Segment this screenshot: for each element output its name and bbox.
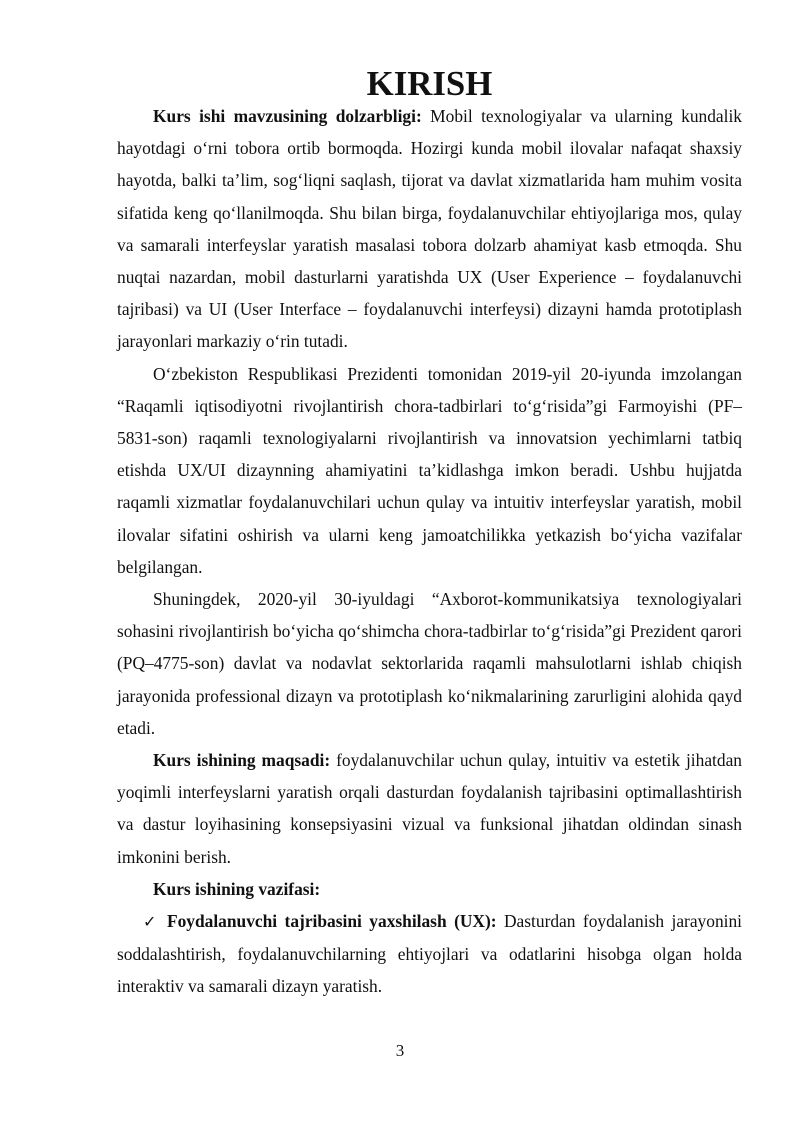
goal-text: foydalanuvchilar uchun qulay, intuitiv va estetik jihatdan yoqimli interfeyslarni yaratish orqali dasturdan foydalanish tajribasini optimallashtirish va dastur loyihasining konsepsiyasini vizual va funksional jihatdan oldindan sinash imkonini berish. xyxy=(117,750,742,867)
paragraph-decree xyxy=(117,358,742,583)
page-number: 3 xyxy=(395,1041,405,1060)
decree-text: O‘zbekiston Respublikasi Prezidenti tomonidan 2019-yil 20-iyunda imzolangan “Raqamli iqtisodiyotni rivojlantirish chora-tadbirlari to‘g‘risida”gi Farmoyishi (PF–5831-son) raqamli texnologiyalarni rivojlantirish va innovatsion yechimlarni tatbiq etishda UX/UI dizaynning ahamiyatini ta’kidlashga imkon beradi. Ushbu hujjatda raqamli xizmatlar foydalanuvchilari uchun qulay va intuitiv interfeyslar yaratish, mobil ilovalar sifatini oshirish va ularni keng jamoatchilikka yetkazish bo‘yicha vazifalar belgilangan. xyxy=(117,363,742,577)
paragraph-resolution xyxy=(117,583,742,744)
task-lead: Foydalanuvchi tajribasini yaxshilash (UX): xyxy=(166,911,497,932)
relevance-lead: Kurs ishi mavzusining dolzarbligi: xyxy=(153,106,422,126)
task-item xyxy=(117,905,742,1003)
tasks-heading: Kurs ishining vazifasi: xyxy=(153,878,321,899)
document-page xyxy=(117,64,742,1003)
goal-lead: Kurs ishining maqsadi: xyxy=(153,750,331,771)
relevance-text: Mobil texnologiyalar va ularning kundalik hayotdagi o‘rni tobora ortib bormoqda. Hozirgi kunda mobil ilovalar nafaqat shaxsiy hayotda, balki ta’lim, sog‘liqni saqlash, tijorat va davlat xizmatlarida ham muhim vosita sifatida keng qo‘llanilmoqda. Shu bilan birga, foydalanuvchilar ehtiyojlariga mos, qulay va samarali interfeyslar yaratish masalasi tobora dolzarb ahamiyat kasb etmoqda. Shu nuqtai nazardan, mobil dasturlarni yaratishda UX (User Experience – foydalanuvchi tajribasi) va UI (User Interface – foydalanuvchi interfeysi) dizayni hamda prototiplash jarayonlari markaziy o‘rin tutadi. xyxy=(117,106,742,352)
paragraph-relevance xyxy=(117,100,742,358)
check-mark-icon: ✓ xyxy=(143,912,160,932)
paragraph-goal xyxy=(117,744,742,873)
resolution-text: Shuningdek, 2020-yil 30-iyuldagi “Axborot-kommunikatsiya texnologiyalari sohasini rivojlantirish bo‘yicha qo‘shimcha chora-tadbirlar to‘g‘risida”gi Prezident qarori (PQ–4775-son) davlat va nodavlat sektorlarida raqamli mahsulotlarni ishlab chiqish jarayonida professional dizayn va prototiplash ko‘nikmalarining zarurligini alohida qayd etadi. xyxy=(117,589,742,738)
task-text: Dasturdan foydalanish jarayonini soddalashtirish, foydalanuvchilarning ehtiyojlari va odatlarini hisobga olgan holda interaktiv va samarali dizayn yaratish. xyxy=(117,911,742,997)
page-title: KIRISH xyxy=(366,64,493,103)
